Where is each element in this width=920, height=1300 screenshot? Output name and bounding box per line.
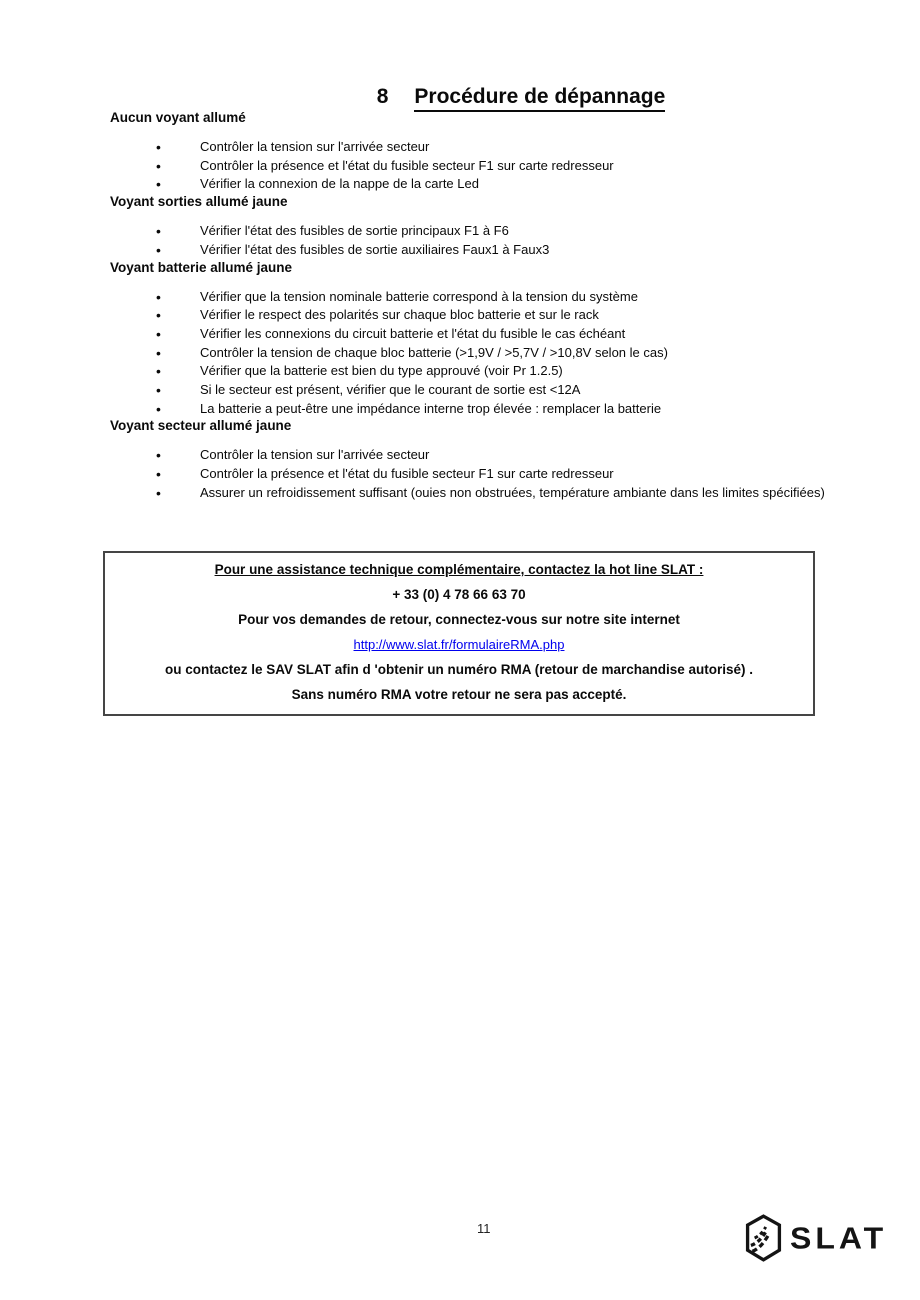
list-item: • Vérifier la connexion de la nappe de la carte Led — [110, 175, 862, 194]
list-item: • Contrôler la tension sur l'arrivée secteur — [110, 138, 862, 157]
list-item: • Vérifier que la tension nominale batterie correspond à la tension du système — [110, 288, 862, 307]
sav-line: ou contactez le SAV SLAT afin d 'obtenir un numéro RMA (retour de marchandise autorisé) . — [164, 661, 754, 677]
list-item: • Assurer un refroidissement suffisant (ouies non obstruées, température ambiante dans les limites spécifiées) — [110, 484, 862, 503]
hotline-phone: + 33 (0) 4 78 66 63 70 — [392, 586, 526, 602]
list-item: • Vérifier que la batterie est bien du type approuvé (voir Pr 1.2.5) — [110, 362, 862, 381]
rma-form-link[interactable]: http://www.slat.fr/formulaireRMA.php — [353, 636, 565, 652]
heading-voyant-sorties: Voyant sorties allumé jaune — [110, 194, 288, 210]
bullet-list-voyant-secteur — [110, 446, 862, 502]
heading-voyant-batterie: Voyant batterie allumé jaune — [110, 259, 293, 275]
list-item: • Vérifier l'état des fusibles de sortie auxiliaires Faux1 à Faux3 — [110, 241, 862, 260]
list-item: • La batterie a peut-être une impédance interne trop élevée : remplacer la batterie — [110, 400, 862, 419]
rma-required-line: Sans numéro RMA votre retour ne sera pas accepté. — [291, 686, 627, 702]
section-title-text: Procédure de dépannage — [414, 85, 665, 112]
slat-emblem-icon — [745, 1214, 782, 1262]
list-item: • Contrôler la présence et l'état du fusible secteur F1 sur carte redresseur — [110, 157, 862, 176]
document-body — [110, 110, 862, 716]
slat-wordmark: SLAT — [790, 1220, 888, 1256]
list-item: • Contrôler la tension de chaque bloc batterie (>1,9V / >5,7V / >10,8V selon le cas) — [110, 344, 862, 363]
slat-logo — [745, 1214, 887, 1262]
list-item: • Contrôler la présence et l'état du fusible secteur F1 sur carte redresseur — [110, 465, 862, 484]
contact-box — [103, 551, 815, 716]
list-item: • Contrôler la tension sur l'arrivée secteur — [110, 446, 862, 465]
list-item: • Vérifier le respect des polarités sur chaque bloc batterie et sur le rack — [110, 306, 862, 325]
return-instructions: Pour vos demandes de retour, connectez-vous sur notre site internet — [238, 611, 680, 627]
bullet-list-voyant-batterie — [110, 288, 862, 419]
section-number: 8 — [376, 85, 389, 108]
assistance-line: Pour une assistance technique complémentaire, contactez la hot line SLAT : — [214, 561, 704, 577]
list-item: • Si le secteur est présent, vérifier que le courant de sortie est <12A — [110, 381, 862, 400]
bullet-list-aucun-voyant — [110, 138, 862, 194]
rma-link-line — [115, 632, 803, 657]
list-item: • Vérifier les connexions du circuit batterie et l'état du fusible le cas échéant — [110, 325, 862, 344]
page-title — [0, 0, 920, 110]
page-number: 11 — [477, 1221, 491, 1236]
list-item: • Vérifier l'état des fusibles de sortie principaux F1 à F6 — [110, 222, 862, 241]
heading-aucun-voyant: Aucun voyant allumé — [110, 110, 246, 125]
heading-voyant-secteur: Voyant secteur allumé jaune — [110, 418, 292, 434]
bullet-list-voyant-sorties — [110, 222, 862, 259]
